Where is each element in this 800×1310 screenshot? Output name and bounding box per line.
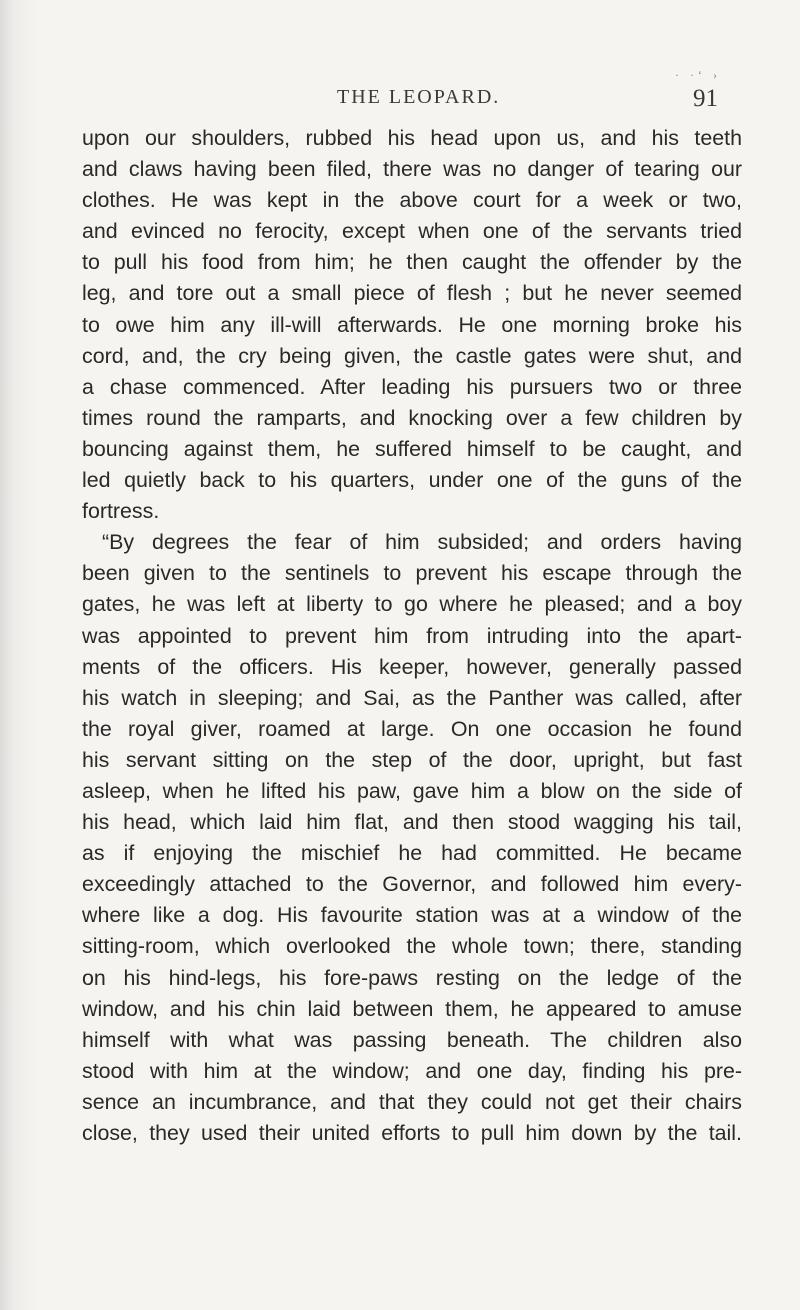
text-line: to owe him any ill-will afterwards. He one morning broke his <box>82 312 742 337</box>
text-line: asleep, when he lifted his paw, gave him a blow on the side of <box>82 778 742 803</box>
text-line: times round the ramparts, and knocking over a few children by <box>82 405 742 430</box>
text-line: where like a dog. His favourite station was at a window of the <box>82 903 742 928</box>
paragraph-start-line: “By degrees the fear of him subsided; and orders having <box>102 530 742 555</box>
text-line: cord, and, the cry being given, the castle gates were shut, and <box>82 343 742 368</box>
text-line: been given to the sentinels to prevent his escape through the <box>82 561 742 586</box>
text-line: to pull his food from him; he then caught the offender by the <box>82 250 742 275</box>
text-line: ments of the officers. His keeper, however, generally passed <box>82 654 742 679</box>
paragraph-end-line: fortress. <box>82 499 160 524</box>
text-line: was appointed to prevent him from intruding into the apart- <box>82 623 742 648</box>
text-line: led quietly back to his quarters, under one of the guns of the <box>82 468 742 493</box>
text-line: himself with what was passing beneath. The children also <box>82 1027 742 1052</box>
text-line: leg, and tore out a small piece of flesh ; but he never seemed <box>82 281 742 306</box>
text-line: bouncing against them, he suffered himself to be caught, and <box>82 436 742 461</box>
text-line: upon our shoulders, rubbed his head upon us, and his teeth <box>82 126 742 150</box>
text-line: his head, which laid him flat, and then stood wagging his tail, <box>82 810 742 835</box>
body-text <box>82 123 742 1149</box>
text-line: stood with him at the window; and one day, finding his pre- <box>82 1058 742 1083</box>
page-number: 91 <box>693 85 718 112</box>
text-line: the royal giver, roamed at large. On one occasion he found <box>82 716 742 741</box>
text-line: clothes. He was kept in the above court for a week or two, <box>82 188 742 213</box>
text-line: his servant sitting on the step of the door, upright, but fast <box>82 747 742 772</box>
text-line: exceedingly attached to the Governor, and followed him every- <box>82 872 742 897</box>
page-header <box>0 86 800 116</box>
text-line: window, and his chin laid between them, he appeared to amuse <box>82 996 742 1021</box>
text-line: a chase commenced. After leading his pursuers two or three <box>82 374 742 399</box>
text-line: sence an incumbrance, and that they could not get their chairs <box>82 1089 742 1114</box>
text-line: gates, he was left at liberty to go where he pleased; and a boy <box>82 592 742 617</box>
text-line: close, they used their united efforts to pull him down by the tail. <box>82 1121 742 1145</box>
running-head: THE LEOPARD. <box>337 86 501 108</box>
text-line: and claws having been filed, there was no danger of tearing our <box>82 157 742 182</box>
text-line: on his hind-legs, his fore-paws resting on the ledge of the <box>82 965 742 990</box>
print-specks: · ·‘ › <box>675 68 721 82</box>
text-line: as if enjoying the mischief he had committed. He became <box>82 841 742 866</box>
text-line: and evinced no ferocity, except when one of the servants tried <box>82 219 742 244</box>
text-line: sitting-room, which overlooked the whole town; there, standing <box>82 934 742 959</box>
text-line: his watch in sleeping; and Sai, as the Panther was called, after <box>82 685 742 710</box>
